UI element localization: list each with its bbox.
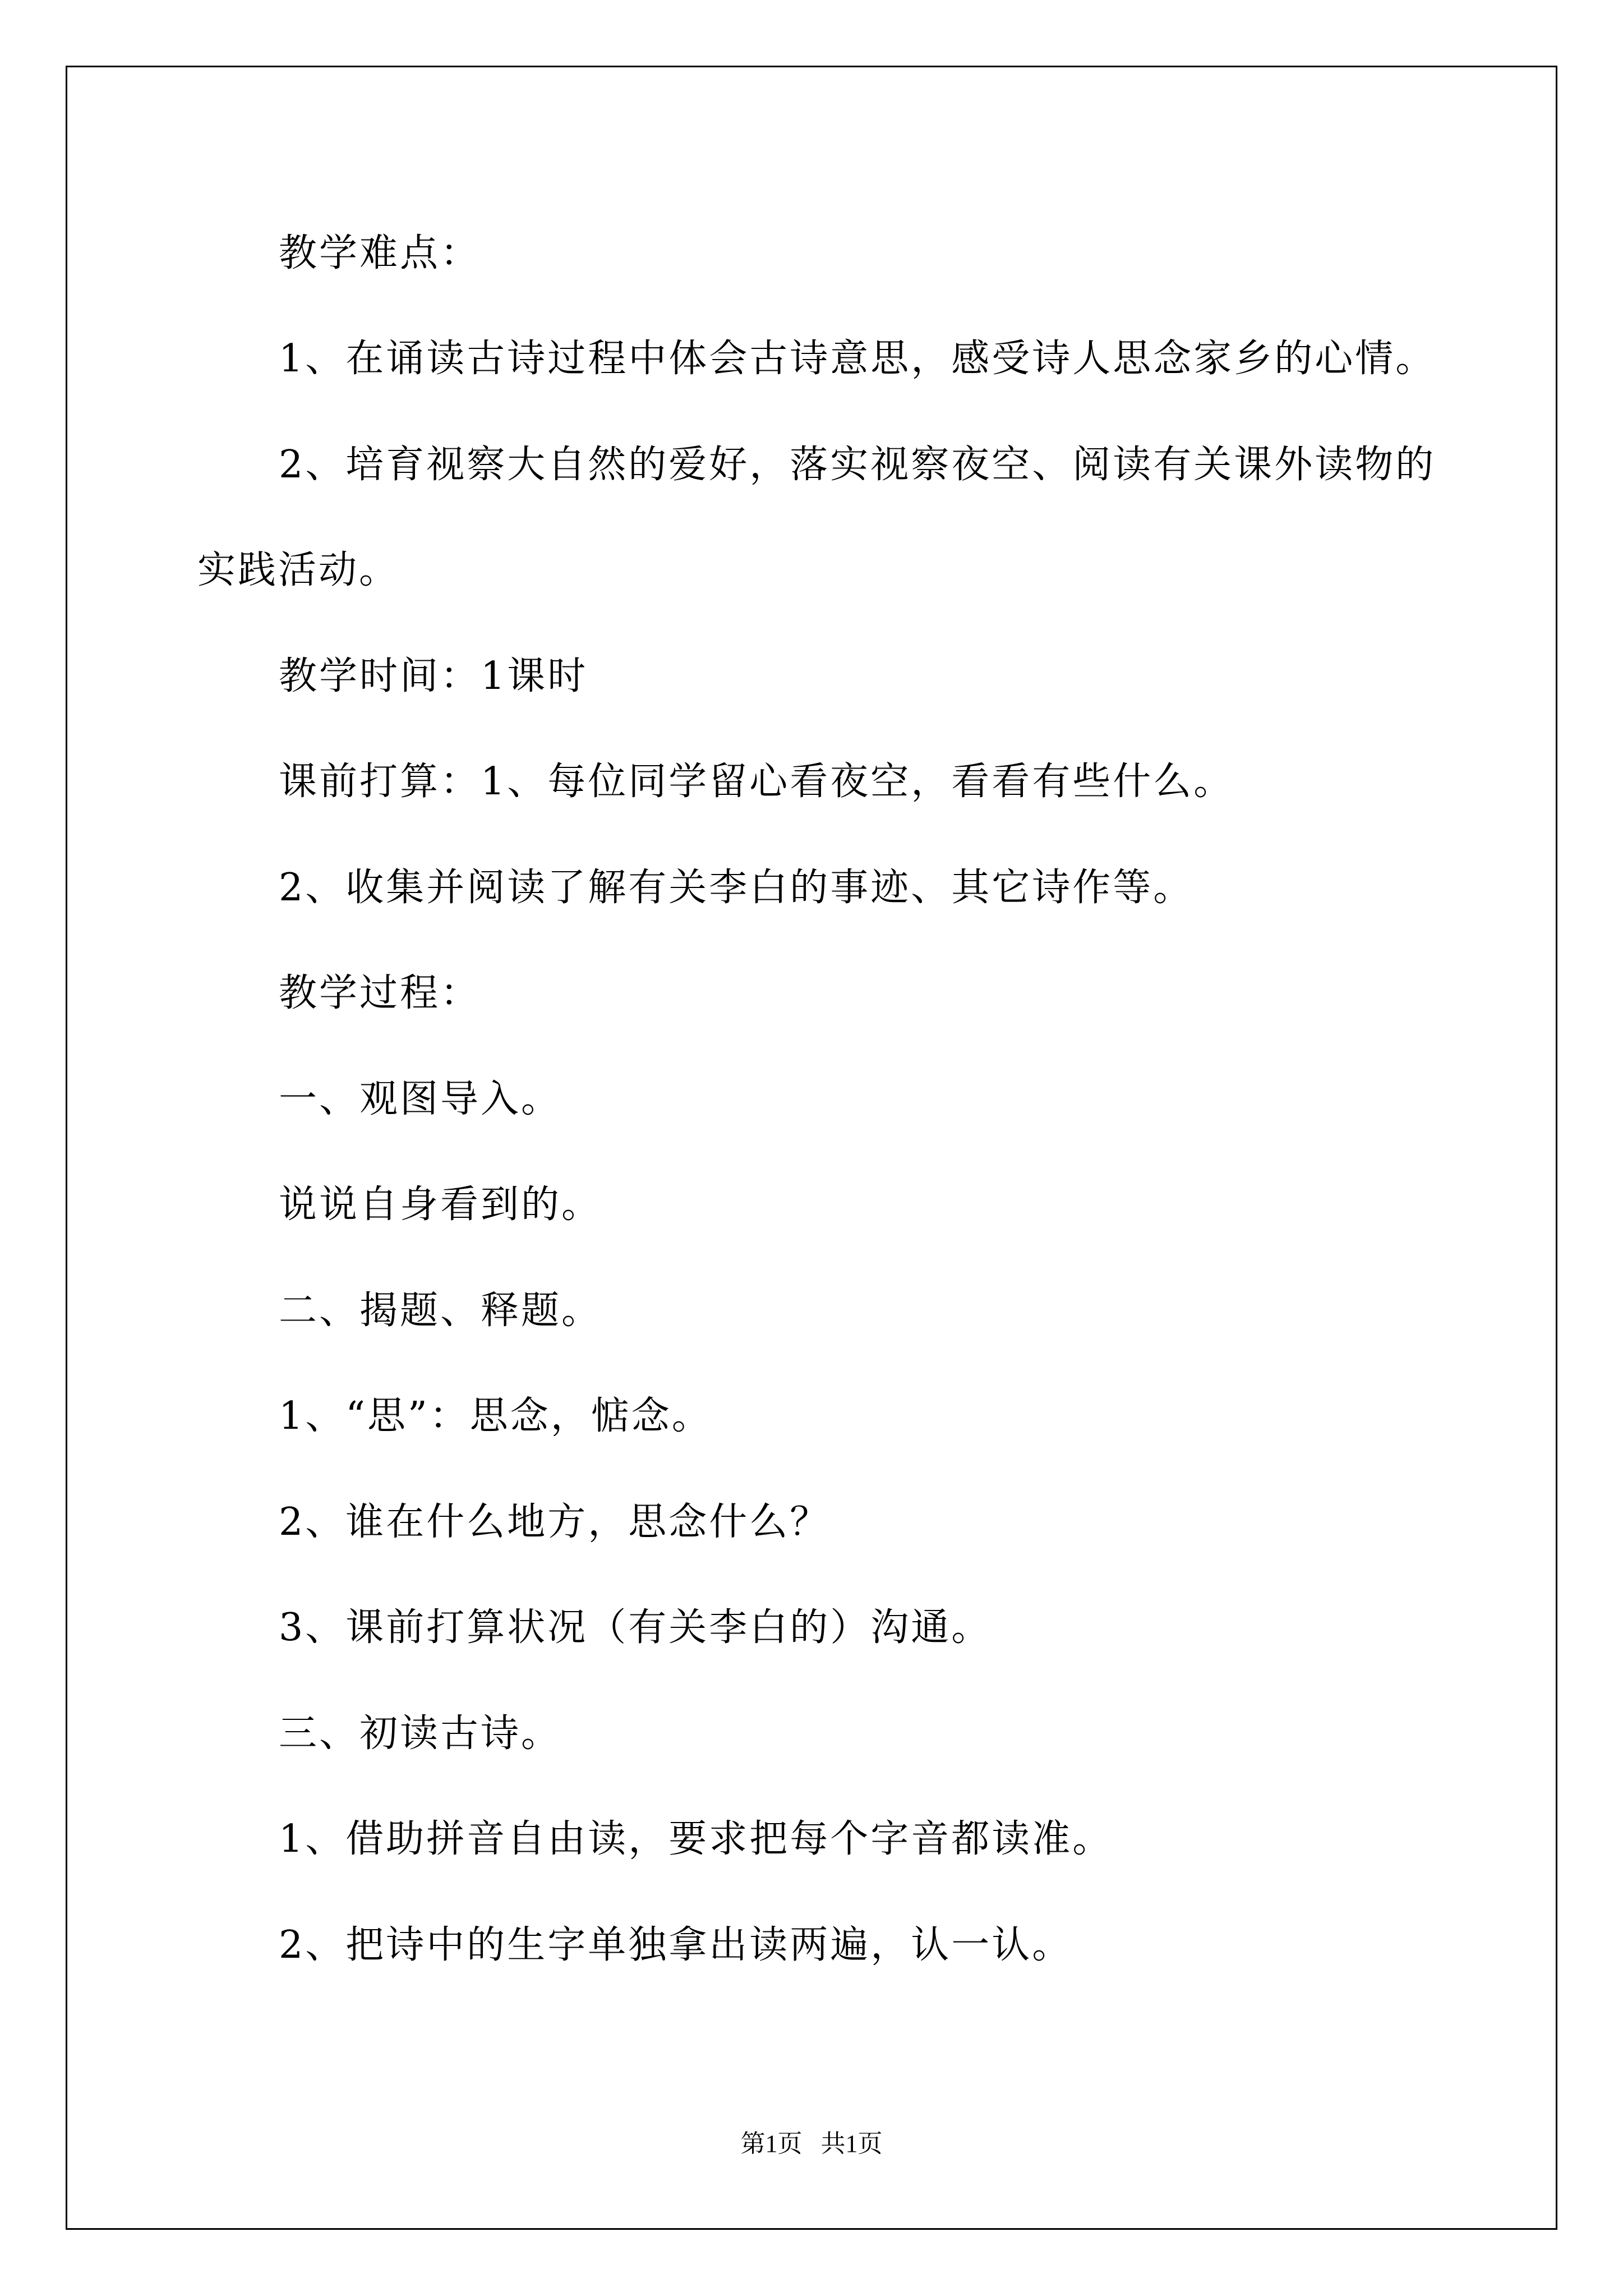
section-3-item-2: 2、把诗中的生字单独拿出读两遍，认一认。: [279, 1923, 1073, 1967]
section-3-title: 三、初读古诗。: [279, 1711, 562, 1756]
paragraph-difficulty-2-continued: 实践活动。: [197, 548, 400, 592]
teaching-time: 教学时间：1课时: [279, 654, 588, 698]
section-2-item-3: 3、课前打算状况（有关李白的）沟通。: [279, 1605, 992, 1650]
section-3-item-1: 1、借助拼音自由读，要求把每个字音都读准。: [279, 1817, 1113, 1861]
section-1-body: 说说自身看到的。: [279, 1182, 602, 1227]
paragraph-difficulty-1: 1、在诵读古诗过程中体会古诗意思，感受诗人思念家乡的心情。: [279, 337, 1436, 381]
page-number-footer: 第1页 共1页: [740, 2130, 883, 2157]
section-2-title: 二、揭题、释题。: [279, 1289, 602, 1333]
page-border: [66, 66, 1557, 2230]
preparation-1: 课前打算：1、每位同学留心看夜空，看看有些什么。: [279, 760, 1234, 804]
heading-teaching-process: 教学过程：: [279, 971, 481, 1015]
section-2-item-1: 1、“思”：思念，惦念。: [279, 1394, 712, 1438]
section-2-item-2: 2、谁在什么地方，思念什么？: [279, 1500, 831, 1544]
paragraph-difficulty-2: 2、培育视察大自然的爱好，落实视察夜空、阅读有关课外读物的: [279, 443, 1436, 487]
preparation-2: 2、收集并阅读了解有关李白的事迹、其它诗作等。: [279, 866, 1194, 910]
heading-teaching-difficulties: 教学难点：: [279, 231, 481, 275]
section-1-title: 一、观图导入。: [279, 1077, 562, 1121]
